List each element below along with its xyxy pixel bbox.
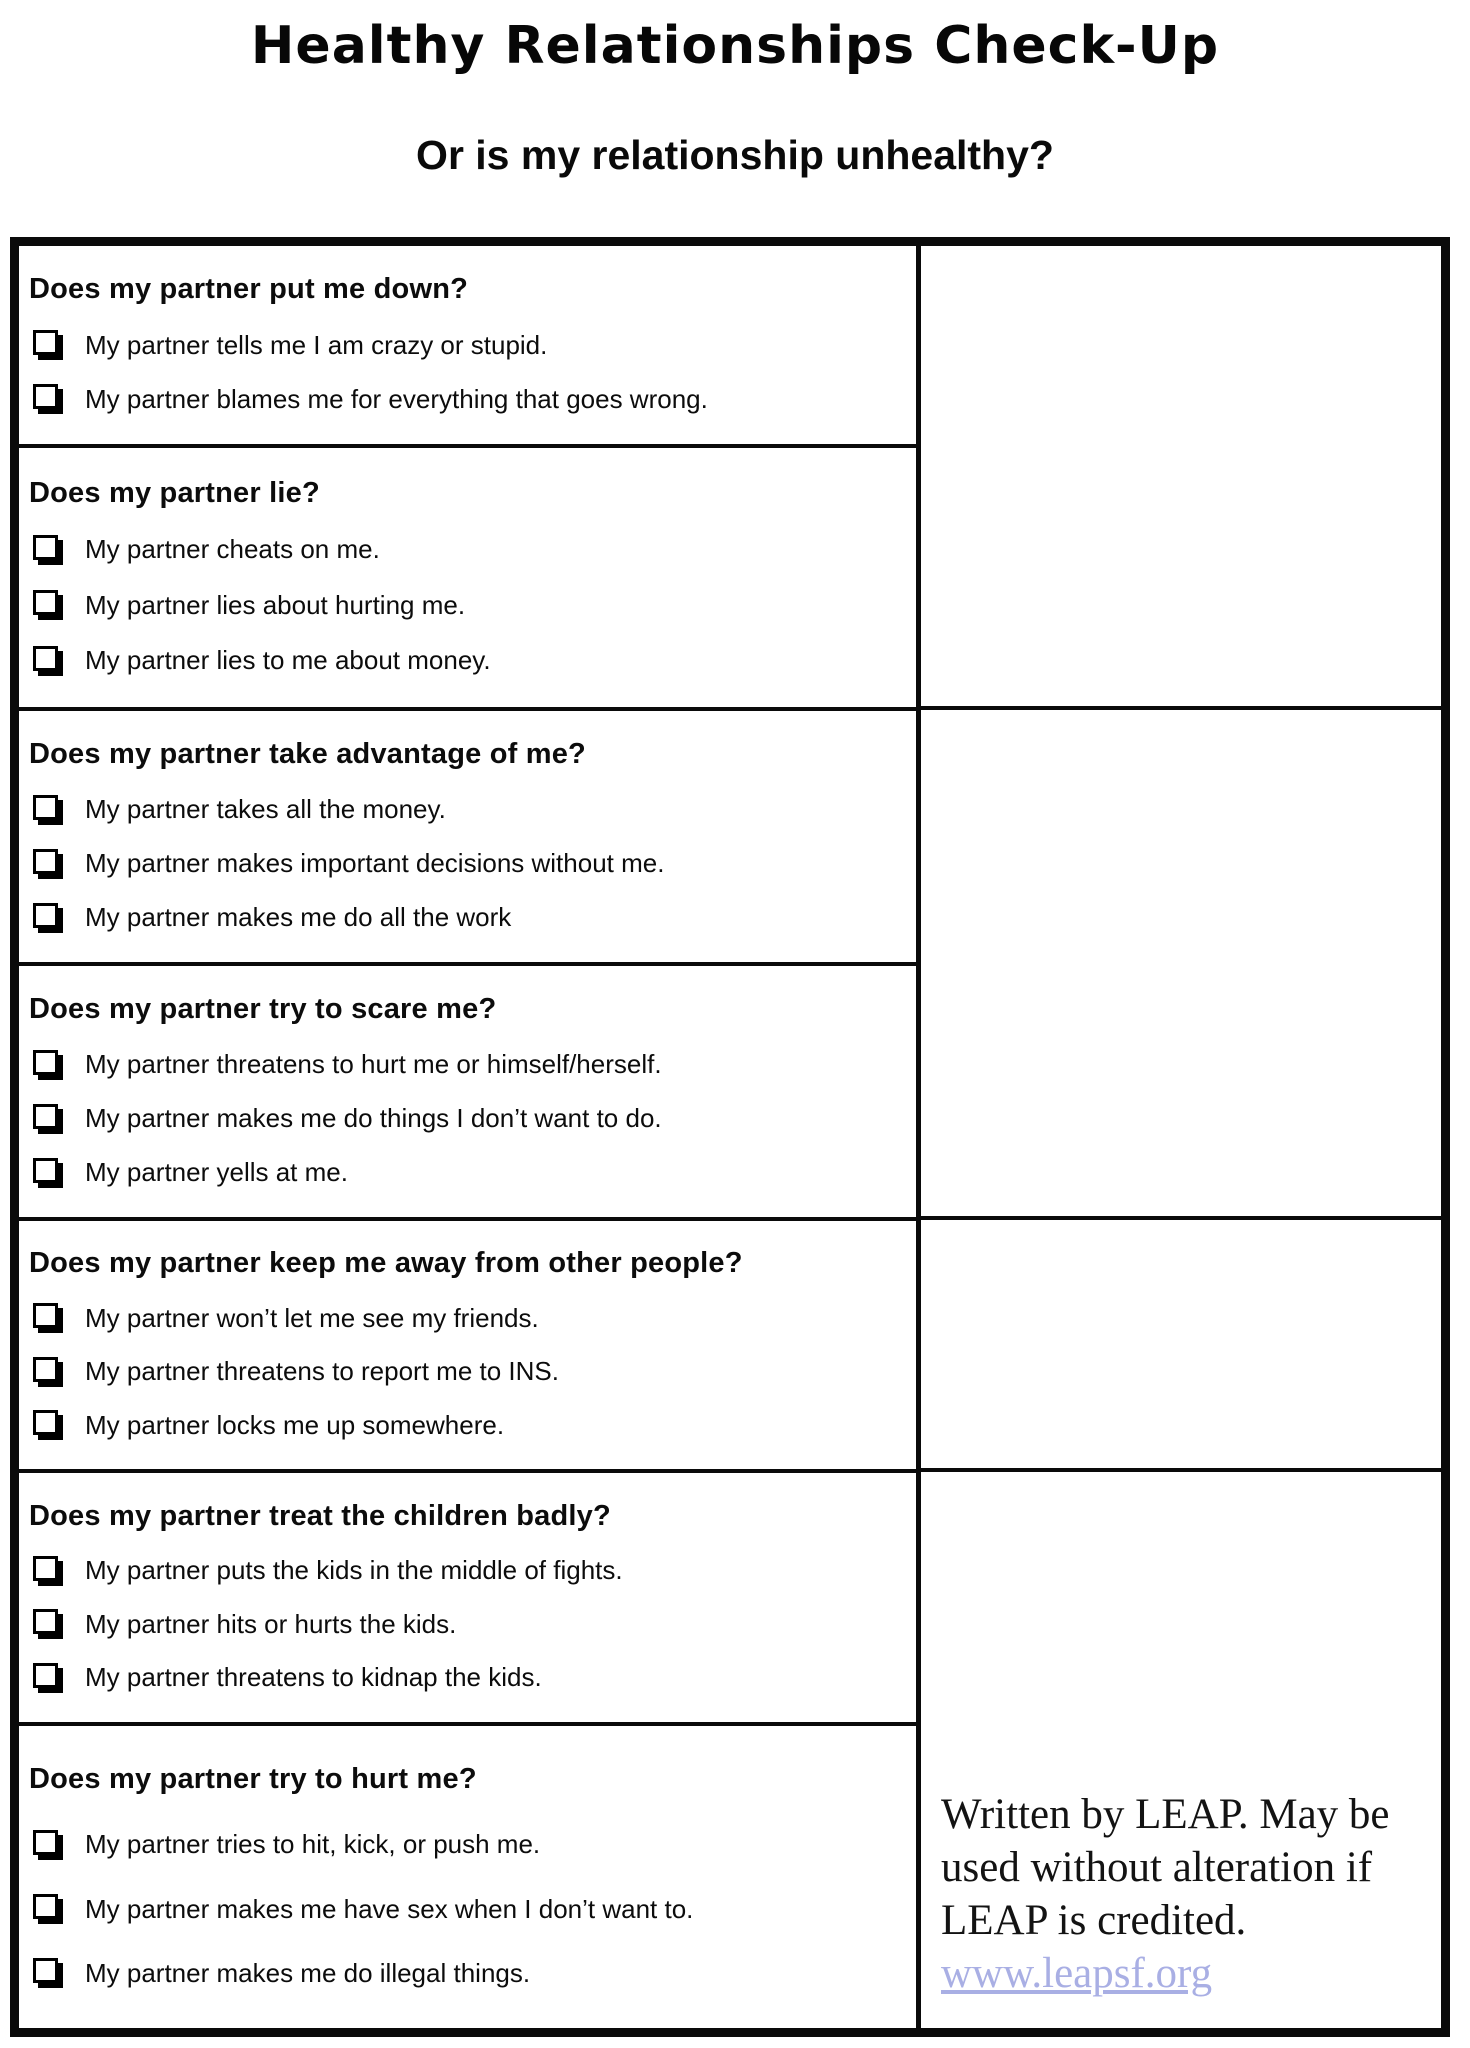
checkbox[interactable] xyxy=(33,903,58,928)
checklist-section xyxy=(19,1473,916,1726)
checklist-item xyxy=(29,1958,910,1989)
checkbox[interactable] xyxy=(33,1830,58,1855)
checkbox-label: My partner hits or hurts the kids. xyxy=(85,1608,457,1639)
notes-cell-1 xyxy=(921,246,1441,710)
checklist-section xyxy=(19,966,916,1221)
checkbox-label: My partner locks me up somewhere. xyxy=(85,1409,505,1440)
checkbox-label: My partner won’t let me see my friends. xyxy=(85,1302,539,1333)
section-header: Does my partner try to hurt me? xyxy=(29,1763,477,1796)
checklist-item xyxy=(29,1894,910,1925)
checkbox-label: My partner makes me do things I don’t want to do. xyxy=(85,1103,662,1133)
checklist-item xyxy=(29,902,910,933)
checklist-item xyxy=(29,645,910,676)
checkbox[interactable] xyxy=(33,1663,58,1688)
checkbox-label: My partner lies about hurting me. xyxy=(85,589,466,620)
checkbox[interactable] xyxy=(33,1410,58,1435)
checklist-item xyxy=(29,384,910,415)
checkbox[interactable] xyxy=(33,1958,58,1983)
checklist-item xyxy=(29,1829,910,1860)
checkbox-label: My partner tries to hit, kick, or push me. xyxy=(85,1829,541,1860)
section-header: Does my partner keep me away from other people? xyxy=(29,1247,743,1280)
checklist-item xyxy=(29,590,910,621)
checkbox[interactable] xyxy=(33,384,58,409)
checkbox[interactable] xyxy=(33,1556,58,1581)
checkbox[interactable] xyxy=(33,1158,58,1183)
page-subtitle: Or is my relationship unhealthy? xyxy=(416,132,1054,178)
credit-line: used without alteration if xyxy=(941,1844,1373,1891)
checklist-item xyxy=(29,794,910,825)
checkbox-label: My partner threatens to hurt me or himself/herself. xyxy=(85,1049,662,1079)
checkbox[interactable] xyxy=(33,330,58,355)
checkbox[interactable] xyxy=(33,646,58,671)
checkbox-label: My partner blames me for everything that goes wrong. xyxy=(85,383,708,414)
checkbox[interactable] xyxy=(33,535,58,560)
checklist-item xyxy=(29,534,910,565)
checkbox-label: My partner makes me have sex when I don’t want to. xyxy=(85,1893,694,1924)
credit-cell xyxy=(921,1472,1441,2028)
checklist-section xyxy=(19,1726,916,2028)
credit-line: Written by LEAP. May be xyxy=(941,1791,1390,1838)
checkbox-label: My partner lies to me about money. xyxy=(85,645,491,676)
checklist-section xyxy=(19,246,916,448)
checkbox-label: My partner makes me do illegal things. xyxy=(85,1957,531,1988)
credit-text xyxy=(941,1788,1431,2000)
checklist-section xyxy=(19,1221,916,1473)
checkbox[interactable] xyxy=(33,1104,58,1129)
page-title: Healthy Relationships Check-Up xyxy=(250,16,1220,76)
section-header: Does my partner treat the children badly? xyxy=(29,1499,611,1532)
checkbox-label: My partner takes all the money. xyxy=(85,794,446,824)
checklist-column xyxy=(19,246,916,2028)
checklist-item xyxy=(29,1356,910,1387)
checkbox[interactable] xyxy=(33,1303,58,1328)
checkbox-label: My partner yells at me. xyxy=(85,1157,348,1187)
checkbox[interactable] xyxy=(33,849,58,874)
notes-column xyxy=(916,246,1441,2028)
checkbox-label: My partner cheats on me. xyxy=(85,534,380,565)
checkbox[interactable] xyxy=(33,795,58,820)
notes-cell-2 xyxy=(921,710,1441,1220)
checklist-item xyxy=(29,1609,910,1640)
checklist-item xyxy=(29,1049,910,1080)
checkbox-label: My partner makes important decisions without me. xyxy=(85,848,665,878)
checklist-section xyxy=(19,448,916,711)
checkbox-label: My partner puts the kids in the middle of fights. xyxy=(85,1555,623,1586)
section-header: Does my partner lie? xyxy=(29,476,320,509)
checklist-table xyxy=(10,237,1450,2037)
checkbox[interactable] xyxy=(33,1050,58,1075)
checklist-item xyxy=(29,1410,910,1441)
checklist-item xyxy=(29,1662,910,1693)
checkbox-label: My partner threatens to report me to INS. xyxy=(85,1356,559,1387)
section-header: Does my partner take advantage of me? xyxy=(29,738,586,770)
checklist-item xyxy=(29,330,910,361)
checkbox[interactable] xyxy=(33,1609,58,1634)
checkbox[interactable] xyxy=(33,590,58,615)
checkbox[interactable] xyxy=(33,1894,58,1919)
checkbox-label: My partner threatens to kidnap the kids. xyxy=(85,1662,542,1693)
checkbox-label: My partner makes me do all the work xyxy=(85,902,512,932)
notes-cell-3 xyxy=(921,1220,1441,1472)
credit-link[interactable]: www.leapsf.org xyxy=(941,1950,1213,1997)
checklist-item xyxy=(29,1555,910,1586)
checklist-item xyxy=(29,1157,910,1188)
checklist-item xyxy=(29,1303,910,1334)
section-header: Does my partner try to scare me? xyxy=(29,993,497,1025)
checklist-section xyxy=(19,711,916,966)
checkbox[interactable] xyxy=(33,1357,58,1382)
checkbox-label: My partner tells me I am crazy or stupid. xyxy=(85,329,548,360)
checklist-item xyxy=(29,1103,910,1134)
checklist-item xyxy=(29,848,910,879)
credit-line: LEAP is credited. xyxy=(941,1897,1247,1944)
section-header: Does my partner put me down? xyxy=(29,273,469,306)
